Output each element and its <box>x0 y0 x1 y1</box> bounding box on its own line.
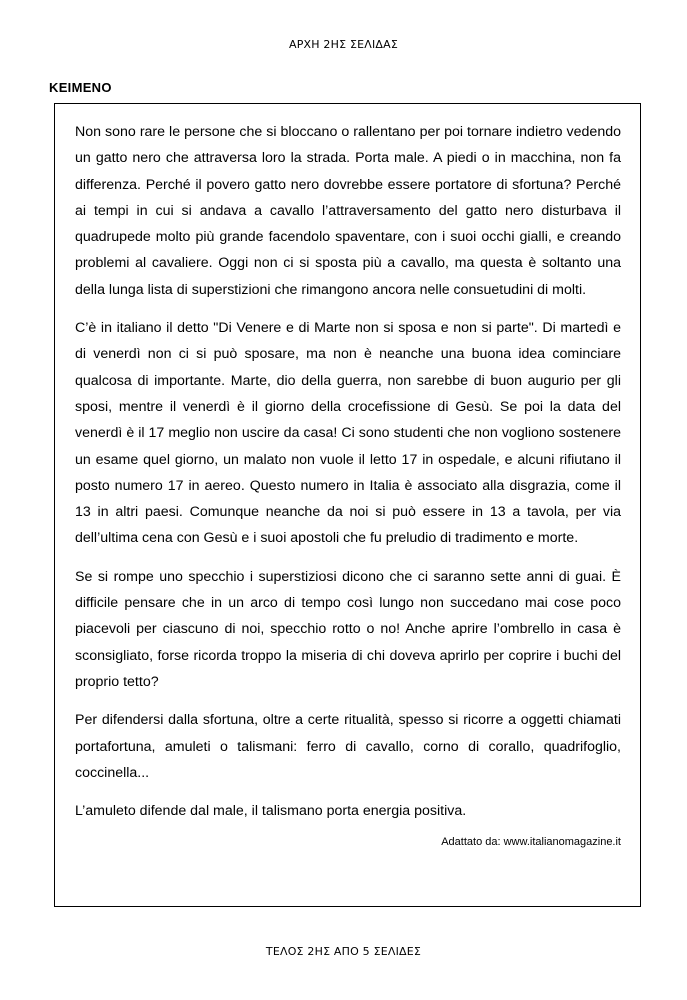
paragraph-charms: Per difendersi dalla sfortuna, oltre a certe ritualità, spesso si ricorre a oggetti chiamati portafortuna, amuleti o talismani: ferro di cavallo, corno di corallo, quadrifoglio, coccinella... <box>75 712 621 781</box>
page-footer: ΤΕΛΟΣ 2ΗΣ ΑΠΟ 5 ΣΕΛΙΔΕΣ <box>265 945 422 958</box>
section-title: KEIMENO <box>49 80 112 95</box>
paragraph-venere-marte: C’è in italiano il detto "Di Venere e di Marte non si sposa e non si parte". Di martedì e di venerdì non ci si può sposare, ma non è neanche una buona idea cominciare qualcosa di importante. Marte, dio della guerra, non sarebbe di buon augurio per gli sposi, mentre il venerdì è il giorno della crocefissione di Gesù. Se poi la data del venerdì è il 17 meglio non uscire da casa! Ci sono studenti che non vogliono sostenere un esame quel giorno, un malato non vuole il letto 17 in ospedale, e alcuni rifiutano il posto numero 17 in aereo. Questo numero in Italia è associato alla disgrazia, come il 13 in altri paesi. Comunque neanche da noi si può essere in 13 a tavola, per via dell’ultima cena con Gesù e i suoi apostoli che fu preludio di tradimento e morte. <box>75 320 621 547</box>
page-header: ΑΡΧΗ 2ΗΣ ΣΕΛΙΔΑΣ <box>288 38 399 51</box>
paragraph-mirror-umbrella: Se si rompe uno specchio i superstiziosi dicono che ci saranno sette anni di guai. È difficile pensare che in un arco di tempo così lungo non succedano mai cose poco piacevoli per ciascuno di noi, specchio rotto o no! Anche aprire l’ombrello in casa è sconsigliato, forse ricorda troppo la miseria di chi doveva aprirlo per coprire i buchi del proprio tetto? <box>75 568 621 690</box>
paragraph-amulet-talisman: L’amuleto difende dal male, il talismano porta energia positiva. <box>75 803 467 820</box>
source-citation: Adattato da: www.italianomagazine.it <box>441 836 621 849</box>
paragraph-black-cat: Non sono rare le persone che si bloccano o rallentano per poi tornare indietro vedendo un gatto nero che attraversa loro la strada. Porta male. A piedi o in macchina, non fa differenza. Perché il povero gatto nero dovrebbe essere portatore di sfortuna? Perché ai tempi in cui si andava a cavallo l’attraversamento del gatto nero disturbava il quadrupede molto più grande facendolo spaventare, con i suoi occhi gialli, e creando problemi al cavaliere. Oggi non ci si sposta più a cavallo, ma questa è soltanto una della lunga lista di superstizioni che rimangono ancora nelle consuetudini di molti. <box>75 124 621 298</box>
article-box <box>54 103 641 907</box>
